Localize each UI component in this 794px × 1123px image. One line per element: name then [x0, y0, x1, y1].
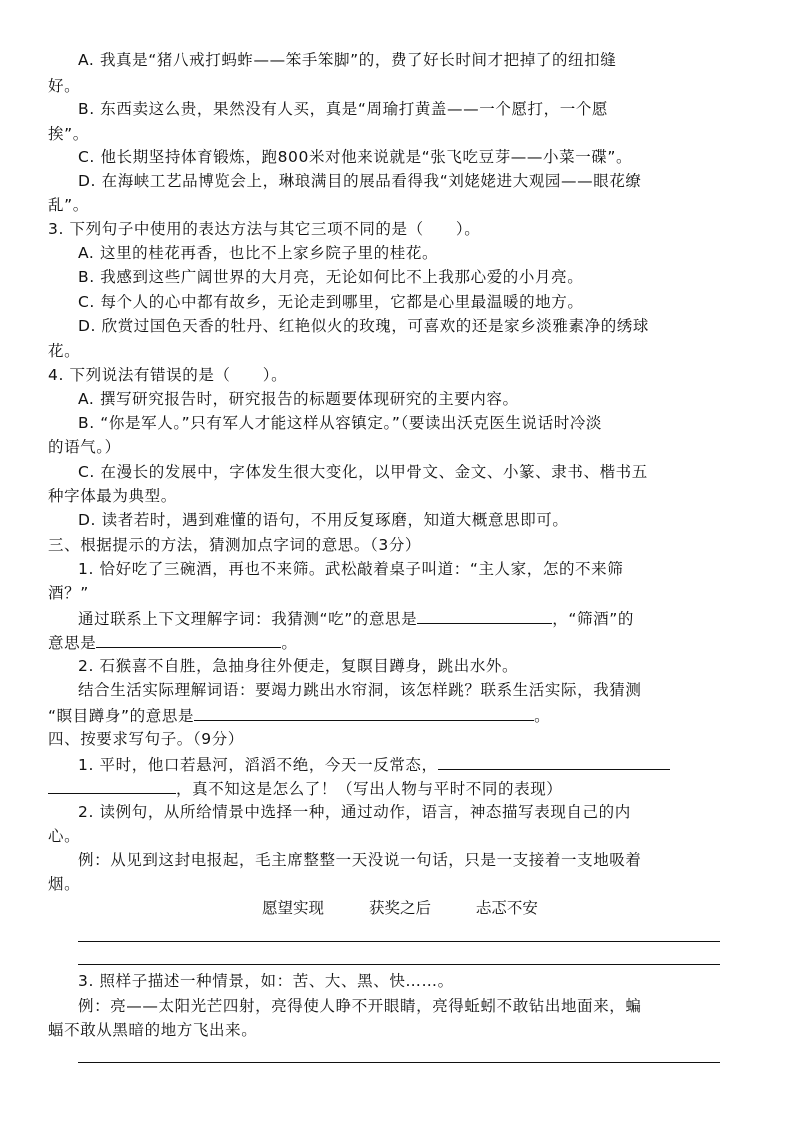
- answer-line[interactable]: [78, 1062, 720, 1063]
- answer-blank-shaijiu[interactable]: [96, 632, 281, 648]
- example-line2: 烟。: [48, 875, 81, 893]
- answer-blank-mingmu[interactable]: [194, 705, 534, 721]
- section-3-heading: 三、根据提示的方法，猜测加点字词的意思。（3分）: [48, 536, 422, 554]
- task-text: “瞑目蹲身”的意思是: [48, 707, 195, 725]
- option-d-line1: D. 在海峡工艺品博览会上，琳琅满目的展品看得我“刘姥姥进大观园——眼花缭: [78, 172, 642, 190]
- question-3-option-c: C. 每个人的心中都有故乡，无论走到哪里，它都是心里最温暖的地方。: [78, 293, 584, 311]
- option-a-line1: A. 我真是“猪八戒打蚂蚱——笨手笨脚”的，费了好长时间才把掉了的纽扣缝: [78, 51, 617, 69]
- section-4-q3: 3. 照样子描述一种情景，如：苦、大、黑、快……。: [78, 972, 454, 990]
- answer-blank-chi[interactable]: [417, 608, 552, 624]
- task-text: 1. 平时，他口若悬河，滔滔不绝，今天一反常态，: [78, 756, 438, 774]
- task-text: 。: [534, 707, 551, 725]
- option-b-line2: 挨”。: [48, 125, 89, 143]
- question-3-option-d-line1: D. 欣赏过国色天香的牡丹、红艳似火的玫瑰，可喜欢的还是家乡淡雅素净的绣球: [78, 317, 649, 335]
- question-3-option-b: B. 我感到这些广阔世界的大月亮，无论如何比不上我那心爱的小月亮。: [78, 268, 584, 286]
- question-4-option-c-line2: 种字体最为典型。: [48, 487, 177, 505]
- section-3-q1-task-line2: [48, 632, 297, 653]
- example-3-line2: 蝠不敢从黑暗的地方飞出来。: [48, 1021, 258, 1039]
- example-3-line1: 例：亮——太阳光芒四射，亮得使人睁不开眼睛，亮得蚯蚓不敢钻出地面来，蝙: [78, 997, 642, 1015]
- section-4-q2-line2: 心。: [48, 827, 81, 845]
- answer-line[interactable]: [78, 941, 720, 942]
- section-3-q1-line2: 酒？”: [48, 584, 89, 602]
- task-text: ，“筛酒”的: [552, 610, 634, 628]
- option-a-line2: 好。: [48, 77, 81, 95]
- section-4-q1-line1: [78, 754, 670, 775]
- question-4-option-c-line1: C. 在漫长的发展中，字体发生很大变化，以甲骨文、金文、小篆、隶书、楷书五: [78, 463, 648, 481]
- question-4-option-b-line1: B. “你是军人。”只有军人才能这样从容镇定。”（要读出沃克医生说话时冷淡: [78, 414, 603, 432]
- section-4-q2-line1: 2. 读例句，从所给情景中选择一种，通过动作，语言，神态描写表现自己的内: [78, 803, 631, 821]
- question-4-option-d: D. 读者若时，遇到难懂的语句，不用反复琢磨，知道大概意思即可。: [78, 511, 569, 529]
- choice-item: 忐忑不安: [475, 899, 538, 917]
- scenario-choices: [262, 898, 578, 918]
- option-b-line1: B. 东西卖这么贵，果然没有人买，真是“周瑜打黄盖——一个愿打，一个愿: [78, 100, 609, 118]
- choice-item: 获奖之后: [368, 899, 431, 917]
- question-4-option-a: A. 撰写研究报告时，研究报告的标题要体现研究的主要内容。: [78, 390, 519, 408]
- question-4: 4. 下列说法有错误的是（ ）。: [48, 366, 288, 384]
- task-text: 意思是: [48, 634, 97, 652]
- section-3-q2: 2. 石猴喜不自胜，急抽身往外便走，复瞑目蹲身，跳出水外。: [78, 657, 519, 675]
- question-3: 3. 下列句子中使用的表达方法与其它三项不同的是（ ）。: [48, 220, 481, 238]
- section-3-q1-task-line1: [78, 608, 634, 629]
- example-line1: 例：从见到这封电报起，毛主席整整一天没说一句话，只是一支接着一支地吸着: [78, 851, 642, 869]
- option-d-line2: 乱”。: [48, 196, 89, 214]
- section-3-q1-line1: 1. 恰好吃了三碗酒，再也不来筛。武松敲着桌子叫道：“主人家，怎的不来筛: [78, 560, 624, 578]
- answer-blank-behavior-2[interactable]: [48, 778, 176, 794]
- answer-blank-behavior-1[interactable]: [438, 754, 670, 770]
- choice-item: 愿望实现: [262, 899, 325, 917]
- task-text: 通过联系上下文理解字词：我猜测“吃”的意思是: [78, 610, 418, 628]
- question-3-option-d-line2: 花。: [48, 342, 81, 360]
- section-3-q2-task-line1: 结合生活实际理解词语：要竭力跳出水帘洞，该怎样跳？联系生活实际，我猜测: [78, 681, 642, 699]
- section-4-heading: 四、按要求写句子。（9分）: [48, 730, 244, 748]
- answer-line[interactable]: [78, 964, 720, 965]
- task-text: ，真不知这是怎么了！（写出人物与平时不同的表现）: [176, 780, 563, 798]
- question-3-option-a: A. 这里的桂花再香，也比不上家乡院子里的桂花。: [78, 244, 439, 262]
- section-4-q1-line2: [48, 778, 562, 799]
- task-text: 。: [281, 634, 298, 652]
- question-4-option-b-line2: 的语气。）: [48, 438, 121, 456]
- option-c-line1: C. 他长期坚持体育锻炼，跑800米对他来说就是“张飞吃豆芽——小菜一碟”。: [78, 148, 633, 166]
- section-3-q2-task-line2: [48, 705, 550, 726]
